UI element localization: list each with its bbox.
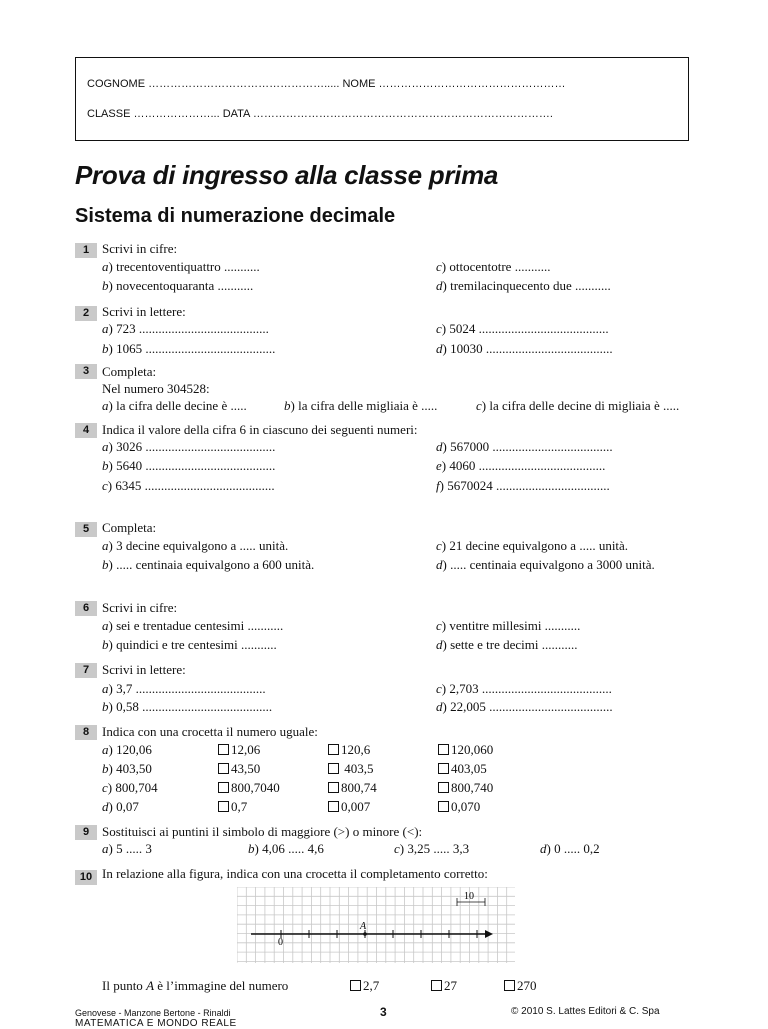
answer-item: b) la cifra delle migliaia è .....	[284, 398, 438, 413]
question-text: Indica con una crocetta il numero uguale:	[102, 724, 318, 739]
answer-item: c) 21 decine equivalgono a ..... unità.	[436, 538, 629, 553]
footer-authors: Genovese - Manzone Bertone - Rinaldi	[75, 1008, 231, 1018]
choice-row-label: a) 120,06	[102, 742, 152, 757]
answer-item: c) 6345 ........................................	[102, 478, 275, 493]
answer-item: c) ventitre millesimi ...........	[436, 618, 581, 633]
question-text: Indica il valore della cifra 6 in ciascuno dei seguenti numeri:	[102, 422, 418, 437]
checkbox[interactable]	[218, 763, 229, 774]
answer-item: c) ottocentotre ...........	[436, 259, 551, 274]
answer-item: c) la cifra delle decine di migliaia è .....	[476, 398, 680, 413]
choice-option[interactable]: 120,6	[328, 742, 370, 758]
choice-option[interactable]: 2,7	[350, 978, 379, 994]
question-number: 10	[75, 870, 97, 885]
point-a-marker	[363, 932, 367, 936]
answer-item: b) quindici e tre centesimi ...........	[102, 637, 277, 652]
choice-option[interactable]: 27	[431, 978, 457, 994]
question-text: Scrivi in lettere:	[102, 662, 186, 677]
answer-item: d) tremilacinquecento due ...........	[436, 278, 611, 293]
checkbox[interactable]	[218, 801, 229, 812]
question-number: 9	[75, 825, 97, 840]
page-title: Prova di ingresso alla classe prima	[75, 160, 499, 190]
choice-row-label: c) 800,704	[102, 780, 158, 795]
answer-item: b) 4,06 ..... 4,6	[248, 841, 324, 856]
question-text: Nel numero 304528:	[102, 381, 210, 396]
checkbox[interactable]	[328, 782, 339, 793]
answer-item: d) ..... centinaia equivalgono a 3000 unità.	[436, 557, 655, 572]
answer-item: a) 3 decine equivalgono a ..... unità.	[102, 538, 289, 553]
arrow-icon	[485, 930, 493, 938]
choice-option[interactable]: 800,74	[328, 780, 377, 796]
answer-item: c) 2,703 ........................................	[436, 681, 612, 696]
choice-row-label: d) 0,07	[102, 799, 139, 814]
answer-item: a) 3026 ........................................	[102, 439, 276, 454]
classe-data-line: CLASSE …………………... DATA ……………………………………………………………………….	[87, 108, 553, 120]
question-text: Scrivi in cifre:	[102, 600, 178, 615]
unit-segment-label: 10	[464, 891, 474, 902]
choice-row-label: b) 403,50	[102, 761, 152, 776]
checkbox[interactable]	[218, 782, 229, 793]
checkbox[interactable]	[328, 744, 339, 755]
cognome-nome-line: COGNOME …………………………………………..... NOME ……………………………………………	[87, 78, 566, 90]
choice-option[interactable]: 0,7	[218, 799, 247, 815]
checkbox[interactable]	[218, 744, 229, 755]
checkbox[interactable]	[504, 980, 515, 991]
answer-item: e) 4060 .......................................	[436, 458, 606, 473]
answer-item: d) 567000 .....................................	[436, 439, 613, 454]
choice-option[interactable]: 800,7040	[218, 780, 280, 796]
answer-item: a) la cifra delle decine è .....	[102, 398, 247, 413]
answer-item: f) 5670024 ...................................	[436, 478, 610, 493]
answer-item: c) 3,25 ..... 3,3	[394, 841, 470, 856]
choice-option[interactable]: 120,060	[438, 742, 493, 758]
zero-label: 0	[278, 937, 283, 948]
question-number: 6	[75, 601, 97, 616]
point-a-label: A	[360, 921, 367, 932]
choice-option[interactable]: 270	[504, 978, 537, 994]
answer-item: d) 22,005 ......................................	[436, 699, 613, 714]
number-line-figure	[237, 887, 515, 963]
answer-item: b) ..... centinaia equivalgono a 600 unità.	[102, 557, 315, 572]
choice-option[interactable]: 0,070	[438, 799, 480, 815]
answer-item: b) 1065 ........................................	[102, 341, 276, 356]
answer-item: a) trecentoventiquattro ...........	[102, 259, 260, 274]
answer-item: a) sei e trentadue centesimi ...........	[102, 618, 284, 633]
answer-item: c) 5024 ........................................	[436, 321, 609, 336]
checkbox[interactable]	[328, 763, 339, 774]
choice-option[interactable]: 12,06	[218, 742, 260, 758]
question-number: 7	[75, 663, 97, 678]
question-number: 3	[75, 364, 97, 379]
answer-item: d) 10030 .......................................	[436, 341, 613, 356]
student-info-box	[75, 57, 689, 141]
choice-option[interactable]: 403,5	[328, 761, 374, 777]
choice-option[interactable]: 403,05	[438, 761, 487, 777]
choice-option[interactable]: 800,740	[438, 780, 493, 796]
checkbox[interactable]	[438, 782, 449, 793]
answer-item: b) 5640 ........................................	[102, 458, 276, 473]
checkbox[interactable]	[438, 801, 449, 812]
answer-item: a) 3,7 ........................................	[102, 681, 266, 696]
question-number: 1	[75, 243, 97, 258]
checkbox[interactable]	[350, 980, 361, 991]
question-text: In relazione alla figura, indica con una crocetta il completamento corretto:	[102, 866, 488, 881]
section-title: Sistema di numerazione decimale	[75, 205, 396, 227]
question-number: 8	[75, 725, 97, 740]
checkbox[interactable]	[328, 801, 339, 812]
answer-item: b) novecentoquaranta ...........	[102, 278, 254, 293]
footer-book: MATEMATICA E MONDO REALE	[75, 1018, 237, 1029]
question-text: Completa:	[102, 364, 157, 379]
checkbox[interactable]	[438, 744, 449, 755]
answer-item: b) 0,58 ........................................	[102, 699, 273, 714]
answer-item: d) 0 ..... 0,2	[540, 841, 600, 856]
question-number: 4	[75, 423, 97, 438]
question-number: 2	[75, 306, 97, 321]
checkbox[interactable]	[438, 763, 449, 774]
answer-item: a) 5 ..... 3	[102, 841, 152, 856]
choice-option[interactable]: 43,50	[218, 761, 260, 777]
footer-copyright: © 2010 S. Lattes Editori & C. Spa	[511, 1006, 660, 1017]
final-question: Il punto A è l’immagine del numero	[102, 978, 289, 993]
answer-item: a) 723 ........................................	[102, 321, 269, 336]
question-text: Sostituisci ai puntini il simbolo di maggiore (>) o minore (<):	[102, 824, 423, 839]
answer-item: d) sette e tre decimi ...........	[436, 637, 578, 652]
checkbox[interactable]	[431, 980, 442, 991]
question-number: 5	[75, 522, 97, 537]
question-text: Scrivi in cifre:	[102, 241, 178, 256]
question-text: Scrivi in lettere:	[102, 304, 186, 319]
page-number: 3	[380, 1005, 387, 1019]
question-text: Completa:	[102, 520, 157, 535]
choice-option[interactable]: 0,007	[328, 799, 370, 815]
